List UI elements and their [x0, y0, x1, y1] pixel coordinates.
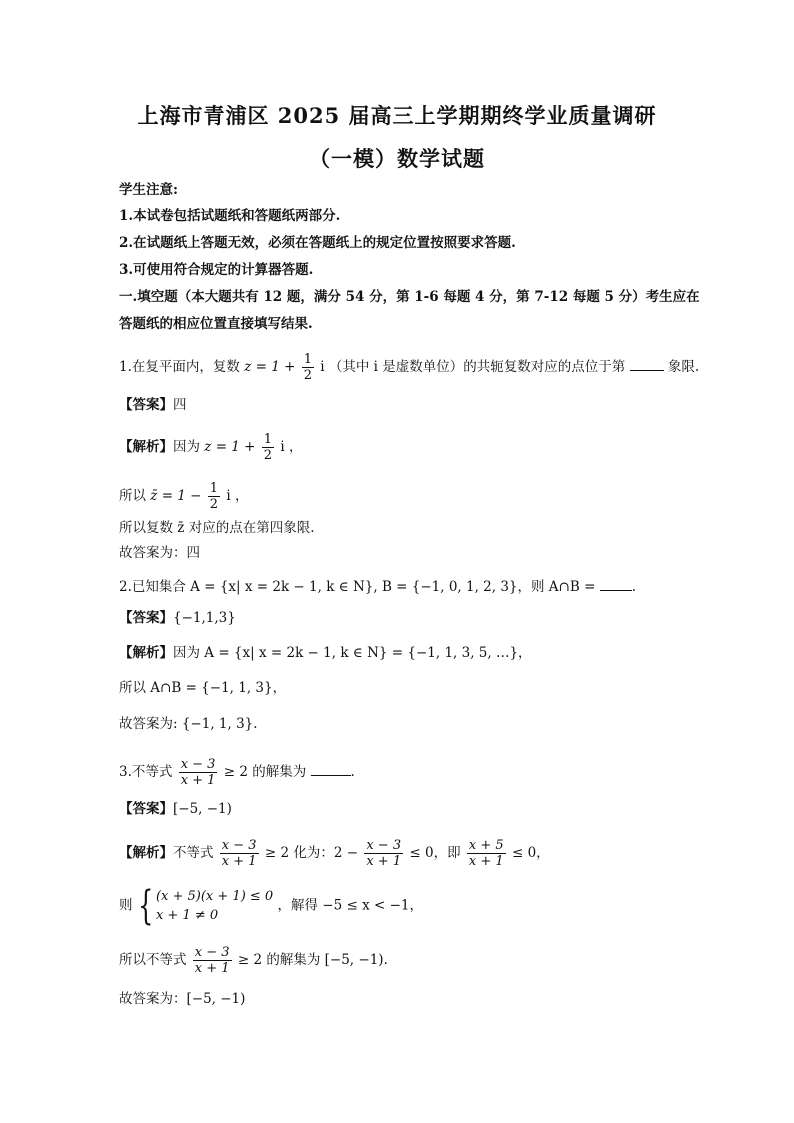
q3-system-line-2: x + 1 ≠ 0: [155, 908, 219, 923]
q3-a3-den: x + 1: [194, 961, 230, 976]
q3-a1-fraction-1: [220, 838, 259, 869]
q1-a2-pre: 所以: [119, 488, 146, 504]
q3-answer: [119, 800, 232, 818]
q1-a1-frac-den: 2: [263, 448, 273, 463]
q1-a2-fraction: [208, 481, 220, 512]
q1-analysis-3: 所以复数 z̄ 对应的点在第四象限.: [119, 520, 315, 536]
q1-analysis-2: [119, 481, 248, 512]
q1-a1-frac-num: 1: [263, 432, 273, 447]
q3-system-line-1: (x + 5)(x + 1) ≤ 0: [155, 889, 274, 904]
title-line-1: 上海市青浦区 2025 届高三上学期期终学业质量调研: [137, 103, 657, 128]
q1-a1-pre: 因为: [173, 439, 200, 455]
q1-analysis-1: [119, 432, 302, 463]
q3-a1-f3-num: x + 5: [468, 838, 504, 853]
q3-analysis-label: 【解析】: [119, 845, 173, 861]
q3-frac-num: x − 3: [180, 757, 216, 772]
q3-answer-blank: [311, 763, 351, 776]
q3-fraction: [179, 757, 218, 788]
q3-a1-mid2: ≤ 0，即: [409, 845, 461, 861]
q1-frac-den: 2: [303, 368, 312, 383]
q1-analysis-label: 【解析】: [119, 439, 173, 455]
q1-a2-expr: z̄ = 1 −: [150, 488, 202, 504]
notice-heading: 学生注意:: [119, 182, 178, 198]
q3-a1-fraction-2: [364, 838, 403, 869]
q2-answer-blank: [600, 578, 632, 591]
q3-a2-pre: 则: [119, 897, 133, 914]
q3-analysis-4: 故答案为：[−5, −1): [119, 991, 246, 1007]
q3-analysis-1: [119, 838, 550, 869]
q3-a1-pre: 不等式: [173, 845, 214, 861]
q2-text: 2.已知集合 A = {x| x = 2k − 1, k ∈ N}, B = {−1, 0, 1, 2, 3}，则 A∩B =: [119, 579, 596, 595]
q2-text-post: .: [631, 579, 636, 595]
q3-analysis-2: [119, 883, 423, 929]
notice-item-2: 2.在试题纸上答题无效，必须在答题纸上的规定位置按照要求答题.: [119, 235, 516, 251]
notice-item-1: 1.本试卷包括试题纸和答题纸两部分.: [119, 208, 341, 224]
q1-text-post: （其中 i 是虚数单位）的共轭复数对应的点位于第: [328, 359, 626, 375]
question-2: [119, 578, 636, 596]
q2-analysis-label: 【解析】: [119, 645, 173, 661]
q1-expr: z = 1 +: [244, 359, 296, 375]
q3-a1-f1-den: x + 1: [221, 854, 257, 869]
q3-frac-den: x + 1: [180, 773, 216, 788]
q3-a1-f2-num: x − 3: [366, 838, 402, 853]
q2-answer: [119, 609, 236, 627]
q1-answer: [119, 396, 187, 414]
q1-text-pre: 1.在复平面内，复数: [119, 359, 240, 375]
q1-a2-frac-num: 1: [209, 481, 219, 496]
q1-a2-tail: i ，: [226, 488, 249, 504]
section-heading-line-1: 一.填空题（本大题共有 12 题，满分 54 分，第 1-6 每题 4 分，第 7-12 每题 5 分）考生应在: [119, 289, 700, 305]
q3-system: [156, 887, 273, 925]
q3-a1-tail: ≤ 0，: [511, 845, 550, 861]
q3-a1-fraction-3: [467, 838, 506, 869]
notice-item-3: 3.可使用符合规定的计算器答题.: [119, 262, 314, 278]
q1-a2-frac-den: 2: [209, 497, 219, 512]
q1-analysis-4: 故答案为：四: [119, 545, 200, 561]
q3-a2-tail: ，解得 −5 ≤ x < −1，: [277, 897, 423, 914]
q2-a1: 因为 A = {x| x = 2k − 1, k ∈ N} = {−1, 1, 3, 5, …}，: [173, 645, 532, 661]
q1-fraction: [302, 352, 314, 383]
q3-text-pre: 3.不等式: [119, 764, 173, 780]
q2-answer-value: {−1,1,3}: [173, 610, 236, 626]
q1-a1-tail: i ，: [280, 439, 303, 455]
q1-answer-label: 【答案】: [119, 397, 173, 413]
q3-text-mid: ≥ 2 的解集为: [223, 764, 307, 780]
question-3: [119, 757, 355, 788]
q3-a1-mid: ≥ 2 化为：2 −: [264, 845, 359, 861]
section-heading-line-2: 答题纸的相应位置直接填写结果.: [119, 316, 313, 332]
q3-text-post: .: [350, 764, 355, 780]
q2-answer-label: 【答案】: [119, 610, 173, 626]
q3-a1-f1-num: x − 3: [221, 838, 257, 853]
q1-imag-unit: i: [320, 359, 325, 375]
q3-answer-label: 【答案】: [119, 801, 173, 817]
q3-a1-f3-den: x + 1: [468, 854, 504, 869]
title-line-2: （一模）数学试题: [309, 146, 485, 171]
q1-answer-blank: [630, 358, 664, 371]
q1-frac-num: 1: [303, 352, 312, 367]
q3-a1-f2-den: x + 1: [366, 854, 402, 869]
q3-analysis-3: [119, 945, 388, 976]
q3-system-brace: {: [137, 883, 153, 929]
q1-a1-fraction: [262, 432, 274, 463]
q3-a3-fraction: [193, 945, 232, 976]
q2-analysis-3: 故答案为: {−1, 1, 3}.: [119, 716, 258, 732]
q1-text-post2: 象限.: [667, 359, 700, 375]
q2-analysis-2: 所以 A∩B = {−1, 1, 3}，: [119, 680, 287, 696]
q3-a3-num: x − 3: [194, 945, 230, 960]
q1-answer-value: 四: [173, 397, 187, 413]
q2-analysis-1: [119, 644, 532, 662]
question-1: [119, 352, 699, 383]
q3-a3-tail: ≥ 2 的解集为 [−5, −1).: [237, 952, 388, 968]
q1-a1-expr: z = 1 +: [204, 439, 256, 455]
q3-answer-value: [−5, −1): [173, 801, 232, 817]
q3-a3-pre: 所以不等式: [119, 952, 187, 968]
